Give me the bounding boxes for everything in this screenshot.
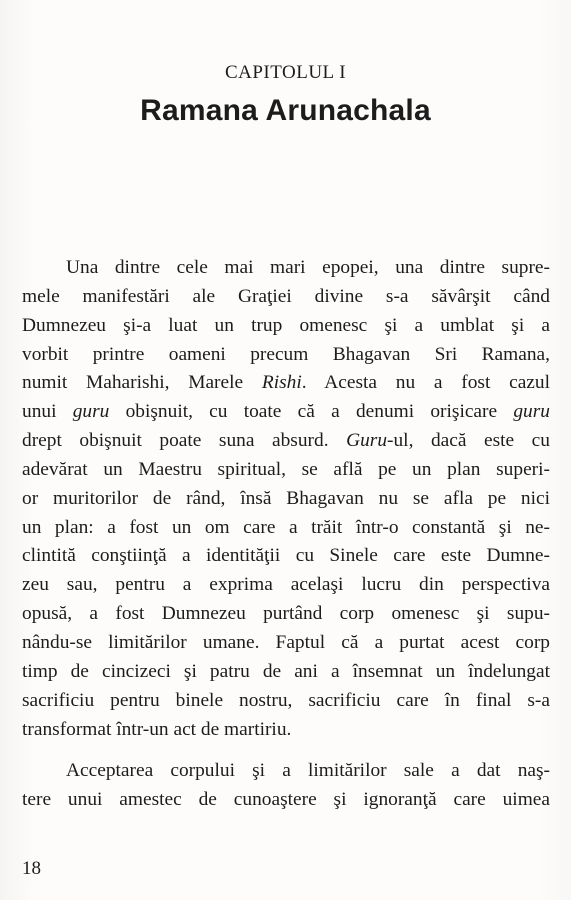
body-text — [22, 254, 550, 815]
text-line: Una dintre cele mai mari epopei, una dintre supre- — [66, 257, 550, 278]
text-line: sacrificiu pentru binele nostru, sacrificiu care în final s-a — [22, 689, 550, 711]
text-line: opusă, a fost Dumnezeu purtând corp omenesc şi supu- — [22, 603, 550, 625]
paragraph-1 — [22, 254, 550, 744]
text-line: tere unui amestec de cunoaştere şi ignoranţă care uimea — [22, 789, 550, 811]
text-line: or muritorilor de rând, însă Bhagavan nu se afla pe nici — [22, 487, 550, 509]
paragraph-2 — [22, 757, 550, 815]
text-line: drept obişnuit poate suna absurd. Guru-ul, dacă este cu — [22, 430, 550, 452]
text-line: un plan: a fost un om care a trăit într-o constantă şi ne- — [22, 516, 550, 538]
text-line: transformat într-un act de martiriu. — [22, 718, 292, 740]
text-line: timp de cincizeci şi patru de ani a însemnat un îndelungat — [22, 660, 550, 682]
text-line: Dumnezeu şi-a luat un trup omenesc şi a umblat şi a — [22, 314, 550, 336]
text-line: Acceptarea corpului şi a limitărilor sale a dat naş- — [66, 760, 550, 782]
text-line: zeu sau, pentru a exprima acelaşi lucru din perspectiva — [22, 574, 550, 596]
text-line: mele manifestări ale Graţiei divine s-a săvârşit când — [22, 285, 550, 307]
text-line: numit Maharishi, Marele Rishi. Acesta nu a fost cazul — [22, 372, 550, 394]
text-line: adevărat un Maestru spiritual, se află pe un plan superi- — [22, 458, 550, 480]
text-line: nându-se limitărilor umane. Faptul că a purtat acest corp — [22, 631, 550, 653]
text-line: unui guru obişnuit, cu toate că a denumi orişicare guru — [22, 401, 550, 423]
chapter-label: CAPITOLUL I — [224, 62, 347, 83]
chapter-title: Ramana Arunachala — [140, 94, 431, 127]
page-number: 18 — [22, 858, 41, 879]
text-line: clintită conştiinţă a identităţii cu Sinele care este Dumne- — [22, 545, 550, 567]
text-line: vorbit printre oameni precum Bhagavan Sri Ramana, — [22, 343, 550, 365]
